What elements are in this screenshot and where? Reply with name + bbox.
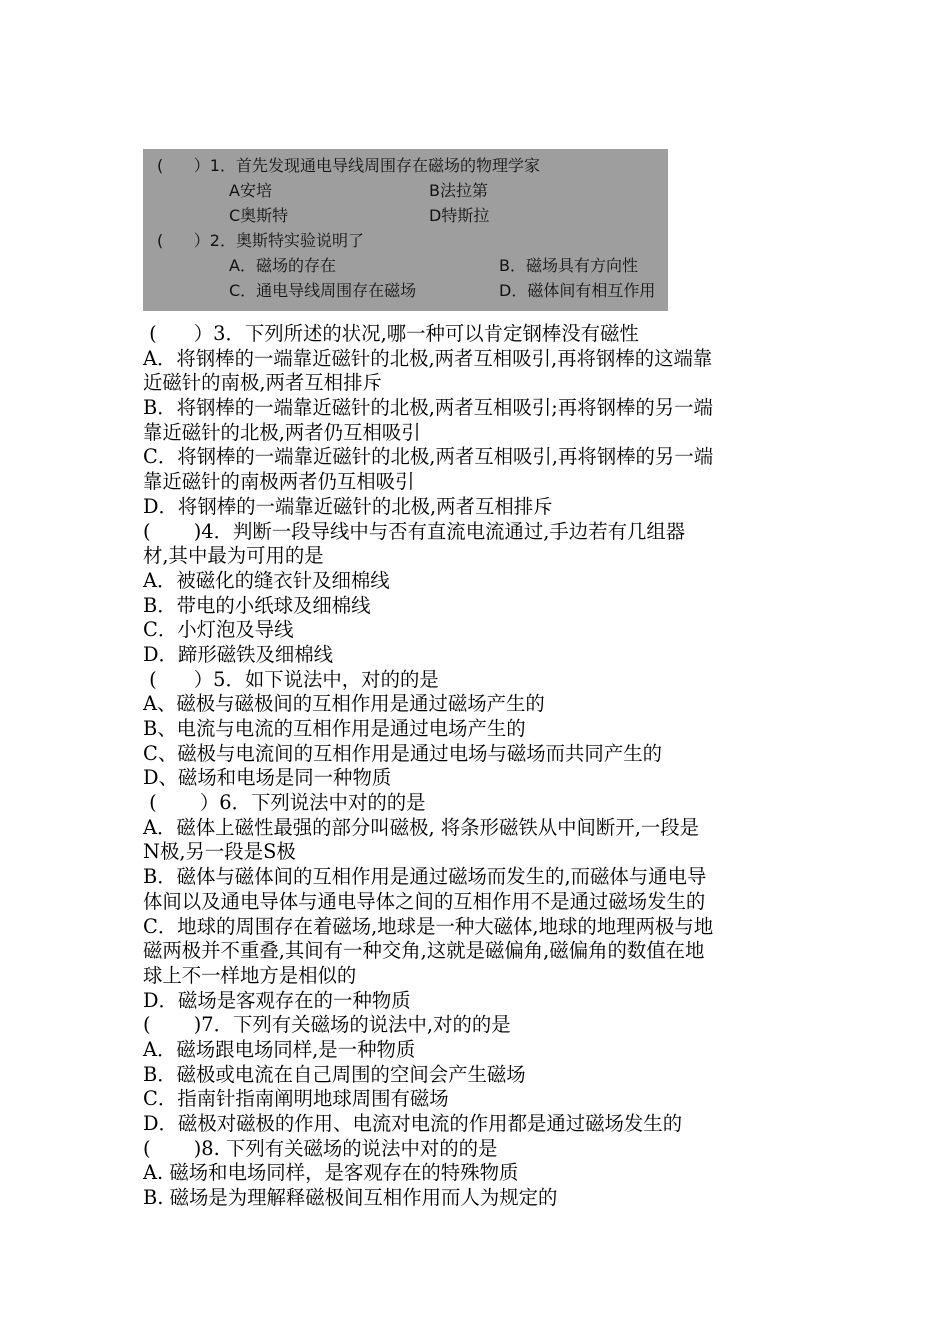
text-line: A．磁体上磁性最强的部分叫磁极, 将条形磁铁从中间断开,一段是: [143, 815, 700, 839]
text-line: C．指南针指南阐明地球周围有磁场: [143, 1087, 449, 1111]
text-line: B．将钢棒的一端靠近磁针的北极,两者互相吸引;再将钢棒的另一端: [143, 396, 713, 420]
text-line: B、电流与电流的互相作用是通过电场产生的: [143, 717, 526, 740]
text-line: B. 磁场是为理解释磁极间互相作用而人为规定的: [143, 1186, 558, 1210]
text-line: D．蹄形磁铁及细棉线: [143, 642, 334, 666]
text-line: 材,其中最为可用的是: [143, 544, 324, 568]
question-1-option-b: B法拉第: [429, 181, 488, 200]
text-line: A、磁极与磁极间的互相作用是通过磁场产生的: [143, 692, 545, 716]
text-line: 靠近磁针的南极两者仍互相吸引: [143, 470, 415, 494]
text-line: B．磁极或电流在自己周围的空间会产生磁场: [143, 1062, 526, 1086]
text-line: 靠近磁针的北极,两者仍互相吸引: [143, 420, 421, 444]
question-1-option-c: C奥斯特: [229, 206, 289, 225]
text-line: C．小灯泡及导线: [143, 618, 294, 642]
text-line: ( )4．判断一段导线中与否有直流电流通过,手边若有几组器: [143, 519, 686, 543]
question-1-stem: ( ）1．首先发现通电导线周围存在磁场的物理学家: [157, 156, 540, 175]
text-line: ( )8. 下列有关磁场的说法中对的的是: [143, 1136, 498, 1160]
question-1-option-a: A安培: [229, 181, 272, 200]
question-2-option-d: D．磁体间有相互作用: [499, 281, 656, 300]
text-line: A．将钢棒的一端靠近磁针的北极,两者互相吸引,再将钢棒的这端靠: [143, 346, 713, 370]
text-line: N极,另一段是S极: [143, 840, 296, 864]
text-line: D．磁极对磁极的作用、电流对电流的作用都是通过磁场发生的: [143, 1112, 683, 1135]
text-line: ( ）5．如下说法中，对的的是: [143, 667, 439, 691]
text-line: 体间以及通电导体与通电导体之间的互相作用不是通过磁场发生的: [143, 889, 706, 913]
text-line: A．磁场跟电场同样,是一种物质: [143, 1037, 416, 1061]
text-line: D．将钢棒的一端靠近磁针的北极,两者互相排斥: [143, 494, 553, 518]
text-line: C．地球的周围存在着磁场,地球是一种大磁体,地球的地理两极与地: [143, 914, 714, 938]
question-2-option-a: A．磁场的存在: [229, 256, 336, 275]
text-line: C、磁极与电流间的互相作用是通过电场与磁场而共同产生的: [143, 741, 662, 765]
text-line: A．被磁化的缝衣针及细棉线: [143, 568, 390, 592]
question-2-option-c: C．通电导线周围存在磁场: [229, 281, 417, 300]
text-line: ( )7．下列有关磁场的说法中,对的的是: [143, 1013, 511, 1037]
text-line: D．磁场是客观存在的一种物质: [143, 988, 411, 1012]
question-2-option-b: B．磁场具有方向性: [499, 256, 638, 275]
text-line: ( ）6．下列说法中对的的是: [143, 791, 426, 815]
text-line: B．磁体与磁体间的互相作用是通过磁场而发生的,而磁体与通电导: [143, 865, 707, 889]
text-line: 近磁针的南极,两者互相排斥: [143, 371, 382, 395]
text-line: ( ）3．下列所述的状况,哪一种可以肯定钢棒没有磁性: [143, 322, 639, 345]
text-line: 球上不一样地方是相似的: [143, 963, 357, 987]
text-line: B．带电的小纸球及细棉线: [143, 593, 371, 617]
text-line: C．将钢棒的一端靠近磁针的北极,两者互相吸引,再将钢棒的另一端: [143, 445, 714, 469]
text-line: A. 磁场和电场同样，是客观存在的特殊物质: [143, 1161, 519, 1185]
question-list: [143, 322, 823, 1211]
text-line: D、磁场和电场是同一种物质: [143, 766, 392, 790]
question-2-stem: ( ）2．奥斯特实验说明了: [157, 231, 364, 250]
text-line: 磁两极并不重叠,其间有一种交角,这就是磁偏角,磁偏角的数值在地: [143, 939, 705, 963]
embedded-question-image: [143, 149, 668, 311]
question-1-option-d: D特斯拉: [429, 206, 490, 225]
